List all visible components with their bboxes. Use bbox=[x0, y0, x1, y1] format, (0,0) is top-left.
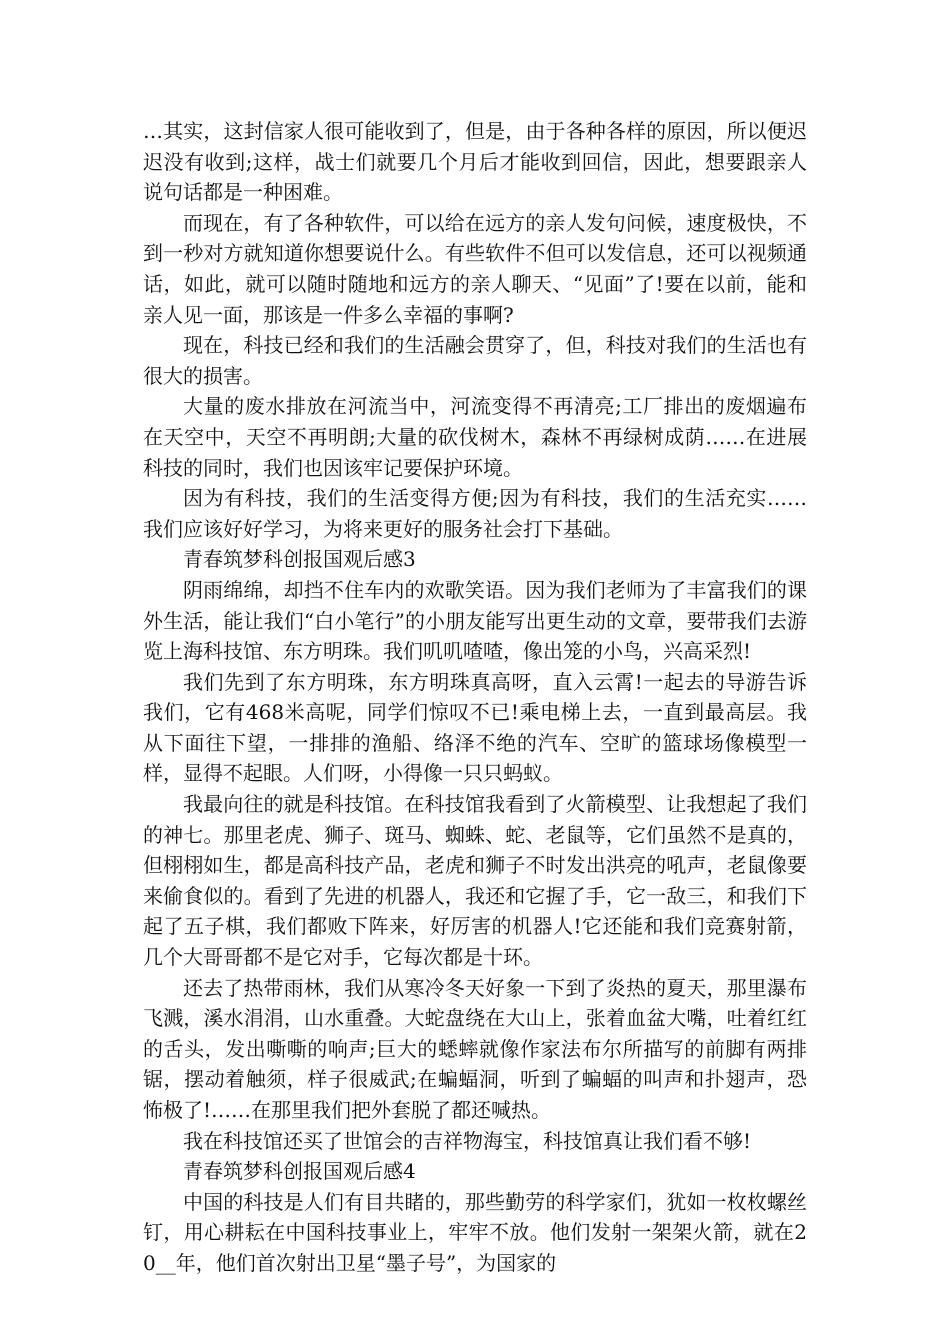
paragraph: 而现在，有了各种软件，可以给在远方的亲人发句问候，速度极快，不到一秒对方就知道你想要说什么。有些软件不但可以发信息，还可以视频通话，如此，就可以随时随地和远方的亲人聊天、“见面”了!要在以前，能和亲人见一面，那该是一件多么幸福的事啊? bbox=[143, 210, 807, 327]
document-page bbox=[143, 116, 807, 1279]
paragraph: 还去了热带雨林，我们从寒冷冬天好象一下到了炎热的夏天，那里瀑布飞溅，溪水涓涓，山水重叠。大蛇盘绕在大山上，张着血盆大嘴，吐着红红的舌头，发出嘶嘶的响声;巨大的蟋蟀就像作家法布尔所描写的前脚有两排锯，摆动着触须，样子很威武;在蝙蝠洞，听到了蝙蝠的叫声和扑翅声，恐怖极了!……在那里我们把外套脱了都还喊热。 bbox=[143, 975, 807, 1122]
paragraph: 因为有科技，我们的生活变得方便;因为有科技，我们的生活充实……我们应该好好学习，为将来更好的服务社会打下基础。 bbox=[143, 486, 807, 541]
paragraph: …其实，这封信家人很可能收到了，但是，由于各种各样的原因，所以便迟迟没有收到;这样，战士们就要几个月后才能收到回信，因此，想要跟亲人说句话都是一种困难。 bbox=[143, 119, 807, 205]
paragraph: 我最向往的就是科技馆。在科技馆我看到了火箭模型、让我想起了我们的神七。那里老虎、狮子、斑马、蜘蛛、蛇、老鼠等，它们虽然不是真的，但栩栩如生，都是高科技产品，老虎和狮子不时发出洪亮的吼声，老鼠像要来偷食似的。看到了先进的机器人，我还和它握了手，它一敌三，和我们下起了五子棋，我们都败下阵来，好厉害的机器人!它还能和我们竞赛射箭，几个大哥哥都不是它对手，它每次都是十环。 bbox=[143, 792, 807, 970]
paragraph: 大量的废水排放在河流当中，河流变得不再清亮;工厂排出的废烟遍布在天空中，天空不再明朗;大量的砍伐树木，森林不再绿树成荫……在进展科技的同时，我们也因该牢记要保护环境。 bbox=[143, 394, 807, 480]
section-heading: 青春筑梦科创报国观后感4 bbox=[183, 1159, 416, 1184]
paragraph: 我在科技馆还买了世馆会的吉祥物海宝，科技馆真让我们看不够! bbox=[183, 1128, 752, 1153]
paragraph: 现在，科技已经和我们的生活融会贯穿了，但，科技对我们的生活也有很大的损害。 bbox=[143, 333, 807, 388]
paragraph: 中国的科技是人们有目共睹的，那些勤劳的科学家们，犹如一枚枚螺丝钉，用心耕耘在中国科技事业上，牢牢不放。他们发射一架架火箭，就在20__年，他们首次射出卫星“墨子号”，为国家的 bbox=[143, 1189, 807, 1275]
section-heading: 青春筑梦科创报国观后感3 bbox=[183, 547, 416, 572]
paragraph: 阴雨绵绵，却挡不住车内的欢歌笑语。因为我们老师为了丰富我们的课外生活，能让我们“白小笔行”的小朋友能写出更生动的文章，要带我们去游览上海科技馆、东方明珠。我们叽叽喳喳，像出笼的小鸟，兴高采烈! bbox=[143, 577, 807, 664]
paragraph: 我们先到了东方明珠，东方明珠真高呀，直入云霄!一起去的导游告诉我们，它有468米高呢，同学们惊叹不已!乘电梯上去，一直到最高层。我从下面往下望，一排排的渔船、络泽不绝的汽车、空旷的篮球场像模型一样，显得不起眼。人们呀，小得像一只只蚂蚁。 bbox=[143, 669, 807, 786]
